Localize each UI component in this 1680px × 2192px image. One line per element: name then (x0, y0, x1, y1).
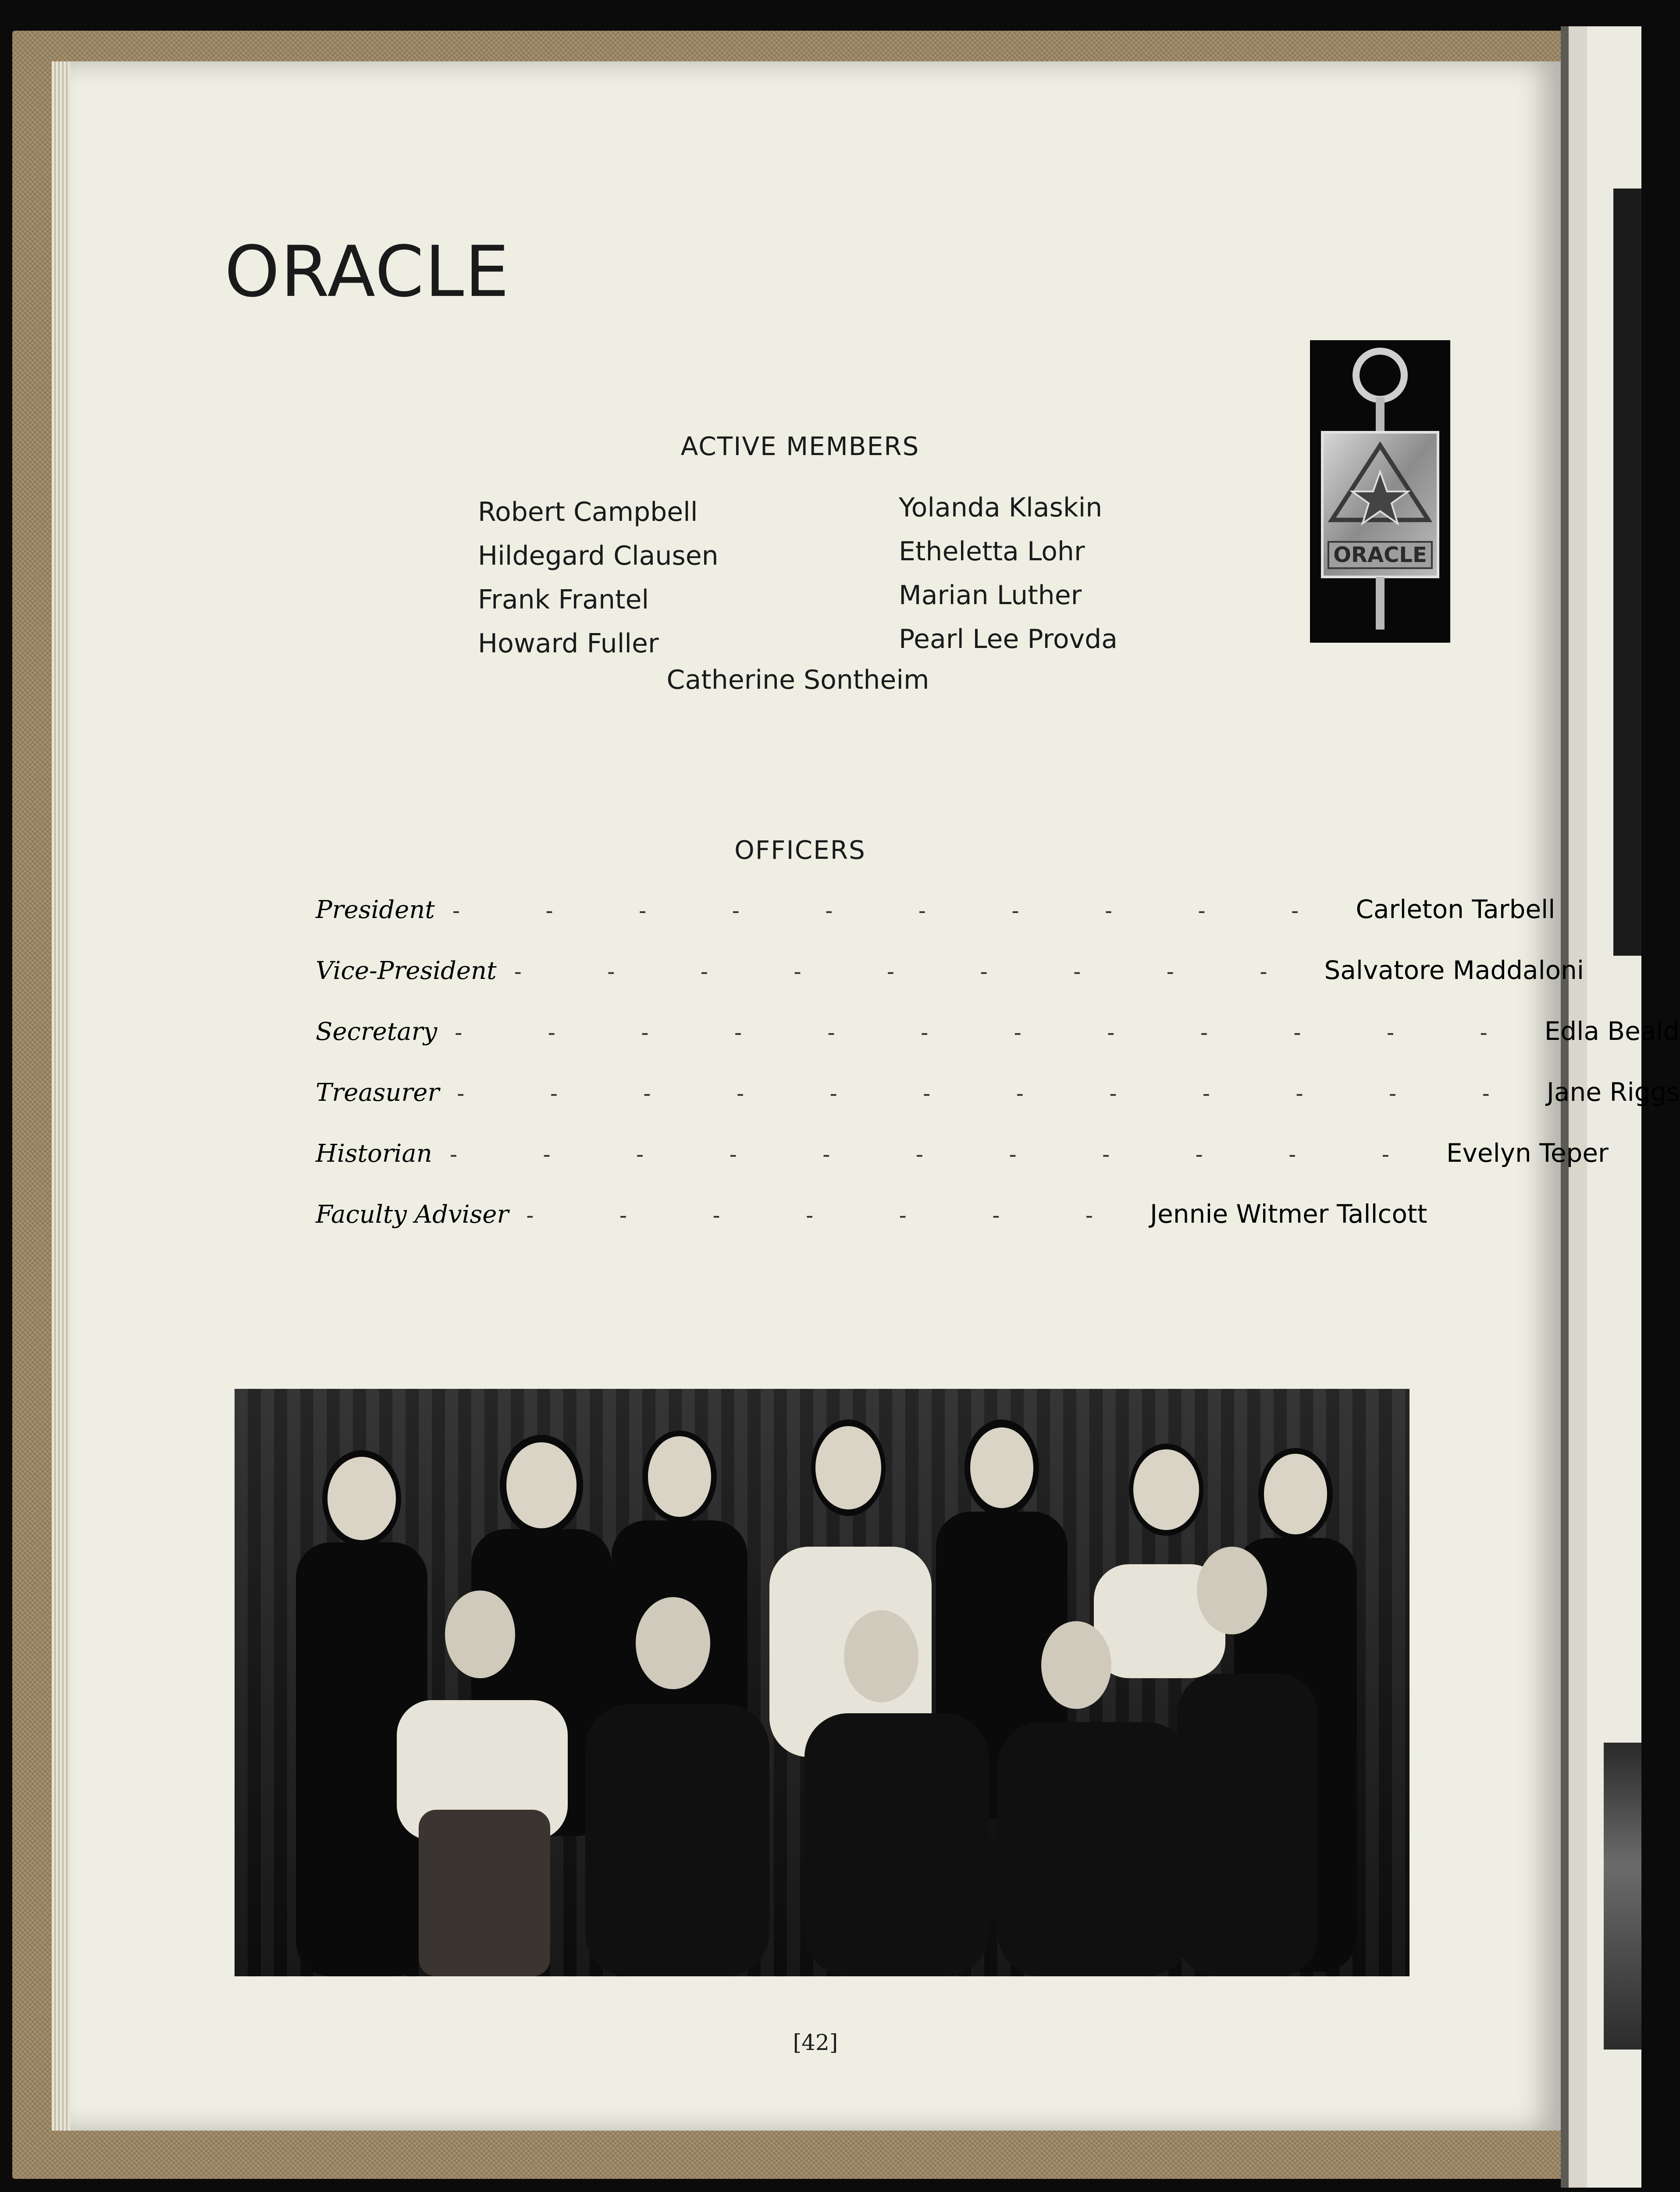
officer-title: President (316, 896, 435, 924)
group-photo-silhouettes (235, 1389, 1409, 1976)
page-number: [42] (793, 2030, 838, 2055)
officer-row (316, 1199, 1427, 1260)
leader-dots: - - - - - - - - - - (452, 899, 1338, 923)
member-name: Marian Luther (899, 580, 1082, 611)
leader-dots: - - - - - - - (526, 1203, 1133, 1228)
officer-row (316, 1016, 1680, 1077)
leader-dots: - - - - - - - - - - - - (455, 1021, 1527, 1045)
key-pin-icon (1310, 340, 1450, 643)
officer-row (316, 1077, 1680, 1138)
officer-name: Jane Riggs (1546, 1077, 1680, 1107)
members-list-left (478, 490, 719, 665)
group-photo (235, 1389, 1409, 1976)
officer-title: Treasurer (316, 1078, 440, 1107)
facing-page-photo (1613, 189, 1641, 956)
leader-dots: - - - - - - - - - - - - (457, 1082, 1529, 1106)
page-title: ORACLE (224, 231, 510, 313)
officer-name: Salvatore Maddaloni (1324, 955, 1584, 985)
officer-row (316, 894, 1555, 955)
member-name: Hildegard Clausen (478, 541, 719, 571)
officer-title: Faculty Adviser (316, 1200, 509, 1229)
officer-title: Secretary (316, 1018, 438, 1046)
officer-name: Jennie Witmer Tallcott (1150, 1199, 1427, 1229)
officers-heading: OFFICERS (734, 835, 866, 865)
member-name: Frank Frantel (478, 584, 649, 615)
officer-name: Evelyn Teper (1446, 1138, 1609, 1168)
member-name: Etheletta Lohr (899, 536, 1085, 567)
officers-list (316, 894, 1680, 1260)
leader-dots: - - - - - - - - - (514, 960, 1307, 984)
member-name-center: Catherine Sontheim (666, 665, 929, 695)
officer-title: Vice-President (316, 957, 497, 985)
member-name: Yolanda Klaskin (899, 492, 1103, 523)
svg-text:ORACLE: ORACLE (1333, 543, 1427, 567)
officer-name: Edla Beald (1544, 1016, 1680, 1046)
leader-dots: - - - - - - - - - - - (449, 1142, 1429, 1167)
members-list-right (899, 486, 1118, 661)
officer-row (316, 1138, 1609, 1199)
officer-row (316, 955, 1584, 1016)
member-name: Pearl Lee Provda (899, 624, 1118, 655)
member-name: Robert Campbell (478, 497, 698, 527)
officer-name: Carleton Tarbell (1356, 894, 1555, 924)
member-name: Howard Fuller (478, 628, 659, 659)
oracle-key-emblem (1310, 340, 1450, 643)
active-members-heading: ACTIVE MEMBERS (680, 431, 920, 461)
officer-title: Historian (316, 1139, 432, 1168)
facing-page-photo (1604, 1743, 1641, 2050)
